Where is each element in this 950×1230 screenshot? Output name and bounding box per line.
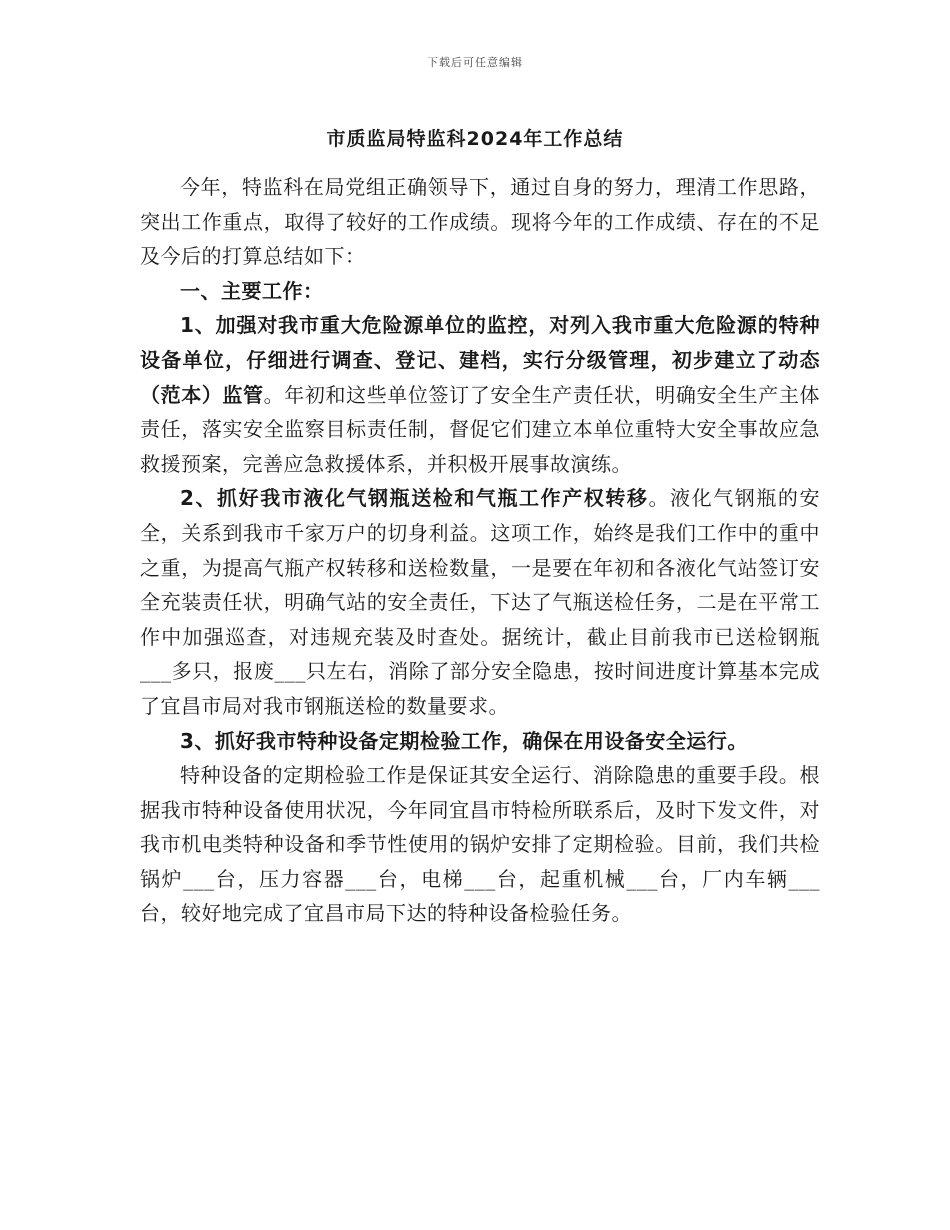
document-title: 市质监局特监科2024年工作总结 (326, 128, 624, 150)
item1-paragraph (140, 308, 820, 481)
item2-paragraph (140, 481, 820, 723)
item2-rest-text: 。液化气钢瓶的安全，关系到我市千家万户的切身利益。这项工作，始终是我们工作中的重中之重，为提高气瓶产权转移和送检数量，一是要在年初和各液化气站签订安全充装责任状，明确气站的安全责任，下达了气瓶送检任务，二是在平常工作中加强巡查，对违规充装及时查处。据统计，截止目前我市已送检钢瓶___多只，报废___只左右，消除了部分安全隐患，按时间进度计算基本完成了宜昌市局对我市钢瓶送检的数量要求。 (140, 486, 821, 718)
document-body (140, 170, 820, 931)
item3-heading: 3、抓好我市特种设备定期检验工作，确保在用设备安全运行。 (180, 728, 748, 753)
header-note: 下载后可任意编辑 (427, 56, 523, 69)
item2-bold-text: 2、抓好我市液化气钢瓶送检和气瓶工作产权转移 (180, 486, 649, 511)
item1-bold-text: 1、加强对我市重大危险源单位的监控，对列入我市重大危险源的特种设备单位，仔细进行调查、登记、建档，实行分级管理，初步建立了动态（范本）监管 (140, 313, 820, 407)
item1-rest-text: 。年初和这些单位签订了安全生产责任状，明确安全生产主体责任，落实安全监察目标责任制，督促它们建立本单位重特大安全事故应急救援预案，完善应急救援体系，并积极开展事故演练。 (140, 382, 820, 476)
intro-paragraph: 今年，特监科在局党组正确领导下，通过自身的努力，理清工作思路，突出工作重点，取得了较好的工作成绩。现将今年的工作成绩、存在的不足及今后的打算总结如下： (140, 175, 820, 269)
section1-heading: 一、主要工作： (180, 278, 324, 303)
item3-paragraph: 特种设备的定期检验工作是保证其安全运行、消除隐患的重要手段。根据我市特种设备使用状况，今年同宜昌市特检所联系后，及时下发文件，对我市机电类特种设备和季节性使用的锅炉安排了定期检验。目前，我们共检锅炉___台，压力容器___台，电梯___台，起重机械___台，厂内车辆___台，较好地完成了宜昌市局下达的特种设备检验任务。 (140, 763, 820, 926)
